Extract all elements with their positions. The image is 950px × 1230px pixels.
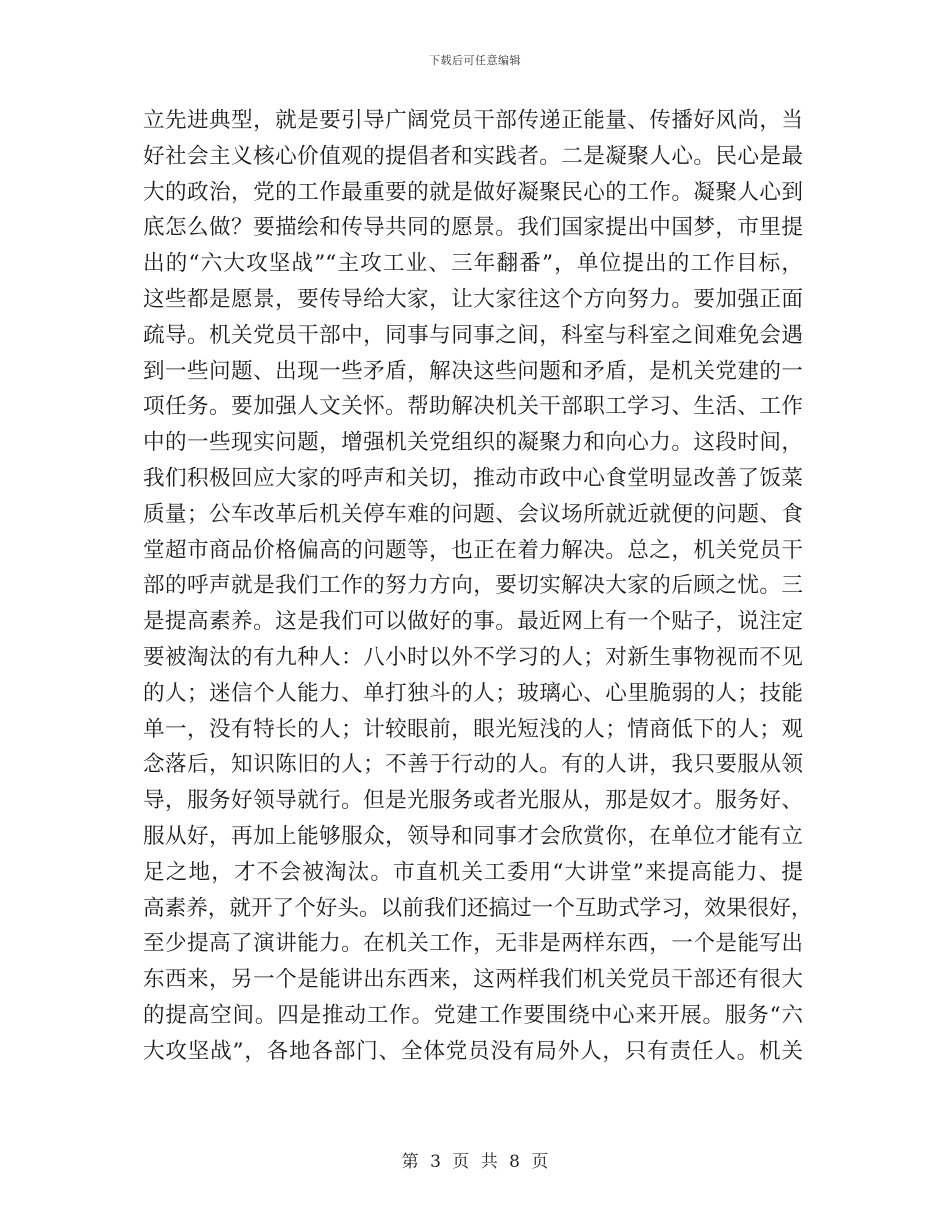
body-line: 质量；公车改革后机关停车难的问题、会议场所就近就便的问题、食: [143, 501, 803, 527]
body-line: 的提高空间。四是推动工作。党建工作要围绕中心来开展。服务“六: [143, 1002, 803, 1028]
body-line: 底怎么做？要描绘和传导共同的愿景。我们国家提出中国梦，市里提: [143, 215, 803, 241]
body-line: 东西来，另一个是能讲出东西来，这两样我们机关党员干部还有很大: [143, 967, 803, 993]
body-line: 疏导。机关党员干部中，同事与同事之间，科室与科室之间难免会遇: [143, 322, 803, 348]
body-line: 至少提高了演讲能力。在机关工作，无非是两样东西，一个是能写出: [143, 931, 803, 957]
page-header-note: 下载后可任意编辑: [429, 54, 521, 67]
page-number: 第 3 页 共 8 页: [401, 1152, 549, 1172]
body-line: 立先进典型，就是要引导广阔党员干部传递正能量、传播好风尚，当: [143, 108, 803, 133]
body-line: 到一些问题、出现一些矛盾，解决这些问题和矛盾，是机关党建的一: [143, 358, 803, 384]
body-line: 导，服务好领导就行。但是光服务或者光服从，那是奴才。服务好、: [143, 788, 803, 814]
body-line: 堂超市商品价格偏高的问题等，也正在着力解决。总之，机关党员干: [143, 537, 803, 563]
body-line: 单一，没有特长的人；计较眼前，眼光短浅的人；情商低下的人；观: [143, 716, 803, 742]
body-line: 大攻坚战”，各地各部门、全体党员没有局外人，只有责任人。机关: [143, 1038, 803, 1064]
body-line: 项任务。要加强人文关怀。帮助解决机关干部职工学习、生活、工作: [143, 394, 803, 420]
body-line: 高素养，就开了个好头。以前我们还搞过一个互助式学习，效果很好，: [143, 895, 813, 921]
body-line: 念落后，知识陈旧的人；不善于行动的人。有的人讲，我只要服从领: [143, 752, 803, 778]
body-line: 好社会主义核心价值观的提倡者和实践者。二是凝聚人心。民心是最: [143, 143, 803, 169]
body-line: 部的呼声就是我们工作的努力方向，要切实解决大家的后顾之忧。三: [143, 573, 803, 599]
body-line: 服从好，再加上能够服众，领导和同事才会欣赏你，在单位才能有立: [143, 823, 803, 849]
body-line: 这些都是愿景，要传导给大家，让大家往这个方向努力。要加强正面: [143, 286, 803, 312]
body-line: 的人；迷信个人能力、单打独斗的人；玻璃心、心里脆弱的人；技能: [143, 680, 803, 706]
body-line: 大的政治，党的工作最重要的就是做好凝聚民心的工作。凝聚人心到: [143, 179, 803, 205]
body-line: 是提高素养。这是我们可以做好的事。最近网上有一个贴子，说注定: [143, 609, 803, 635]
body-line: 足之地，才不会被淘汰。市直机关工委用“大讲堂”来提高能力、提: [143, 859, 803, 885]
document-body: [143, 103, 813, 1070]
body-line: 出的“六大攻坚战”“主攻工业、三年翻番”，单位提出的工作目标，: [143, 251, 803, 277]
body-line: 我们积极回应大家的呼声和关切，推动市政中心食堂明显改善了饭菜: [143, 465, 803, 491]
body-line: 中的一些现实问题，增强机关党组织的凝聚力和向心力。这段时间，: [143, 430, 803, 456]
body-line: 要被淘汰的有九种人：八小时以外不学习的人；对新生事物视而不见: [143, 644, 803, 670]
